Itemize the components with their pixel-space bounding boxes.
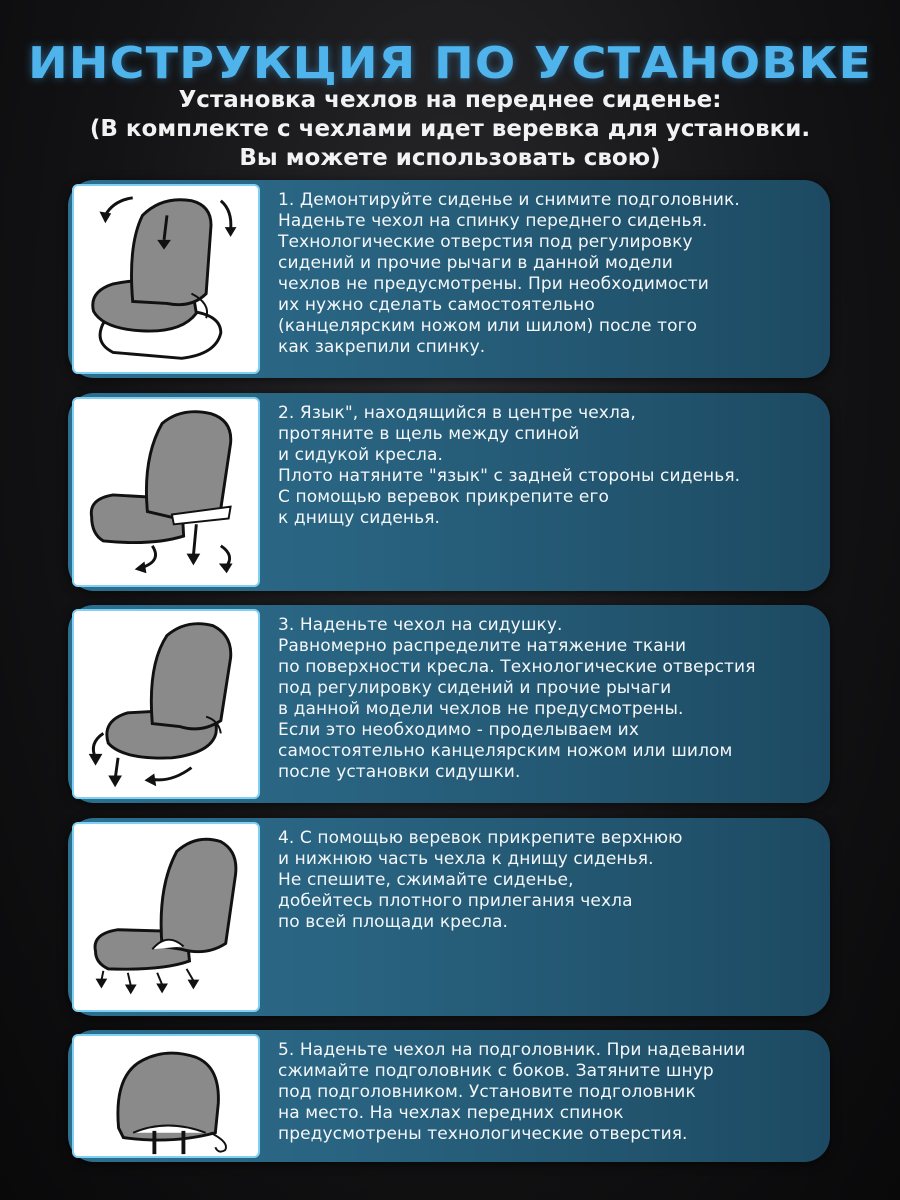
step-line: 2. Язык", находящийся в центре чехла, [278,403,636,423]
page-subtitle [0,86,900,173]
step-line: 3. Наденьте чехол на сидушку. [278,615,563,635]
step-line: в данной модели чехлов не предусмотрены. [278,699,684,719]
step-line: и сидукой кресла. [278,445,444,465]
step-line: (канцелярским ножом или шилом) после того [278,316,698,336]
seat-tongue-illustration [72,397,260,587]
step-line: по всей площади кресла. [278,912,509,932]
step-line: самостоятельно канцелярским ножом или шилом [278,741,733,761]
step-line: к днищу сиденья. [278,508,441,528]
step-line: 1. Демонтируйте сиденье и снимите подголовник. [278,190,740,210]
step-line: чехлов не предусмотрены. При необходимости [278,274,709,294]
step-card-4 [68,818,830,1016]
step-line: и нижнюю часть чехла к днищу сиденья. [278,849,654,869]
seat-backrest-illustration [72,184,260,374]
step-line: их нужно сделать самостоятельно [278,295,595,315]
step-line: добейтесь плотного прилегания чехла [278,891,633,911]
step-line: протяните в щель между спиной [278,424,580,444]
step-line: сидений и прочие рычаги в данной модели [278,253,673,273]
step-text [278,828,814,933]
step-line: Не спешите, сжимайте сиденье, [278,870,574,890]
step-line: Плото натяните "язык" с задней стороны сиденья. [278,466,741,486]
seat-ties-illustration [72,822,260,1012]
step-card-5 [68,1030,830,1162]
subtitle-line: Установка чехлов на переднее сиденье: [178,87,722,113]
headrest-illustration [72,1034,260,1158]
step-line: 4. С помощью веревок прикрепите верхнюю [278,828,683,848]
step-line: 5. Наденьте чехол на подголовник. При надевании [278,1040,746,1060]
step-line: Наденьте чехол на спинку переднего сиденья. [278,211,708,231]
step-card-3 [68,605,830,803]
step-line: как закрепили спинку. [278,337,486,357]
subtitle-line: (В комплекте с чехлами идет веревка для установки. [89,116,811,142]
step-line: С помощью веревок прикрепите его [278,487,609,507]
step-line: на место. На чехлах передних спинок [278,1103,624,1123]
page-title: ИНСТРУКЦИЯ ПО УСТАНОВКЕ [27,38,873,89]
step-line: сжимайте подголовник с боков. Затяните шнур [278,1061,714,1081]
step-text [278,403,814,529]
step-line: Равномерно распределите натяжение ткани [278,636,687,656]
step-line: под подголовником. Установите подголовник [278,1082,696,1102]
subtitle-line: Вы можете использовать свою) [239,145,661,171]
seat-cushion-illustration [72,609,260,799]
step-card-2 [68,393,830,591]
step-card-1 [68,180,830,378]
step-line: под регулировку сидений и прочие рычаги [278,678,672,698]
step-line: Технологические отверстия под регулировку [278,232,693,252]
step-line: после установки сидушки. [278,762,521,782]
step-text [278,1040,814,1145]
step-line: Если это необходимо - проделываем их [278,720,639,740]
step-text [278,615,814,783]
step-line: предусмотрены технологические отверстия. [278,1124,688,1144]
step-line: по поверхности кресла. Технологические отверстия [278,657,756,677]
step-text [278,190,814,358]
